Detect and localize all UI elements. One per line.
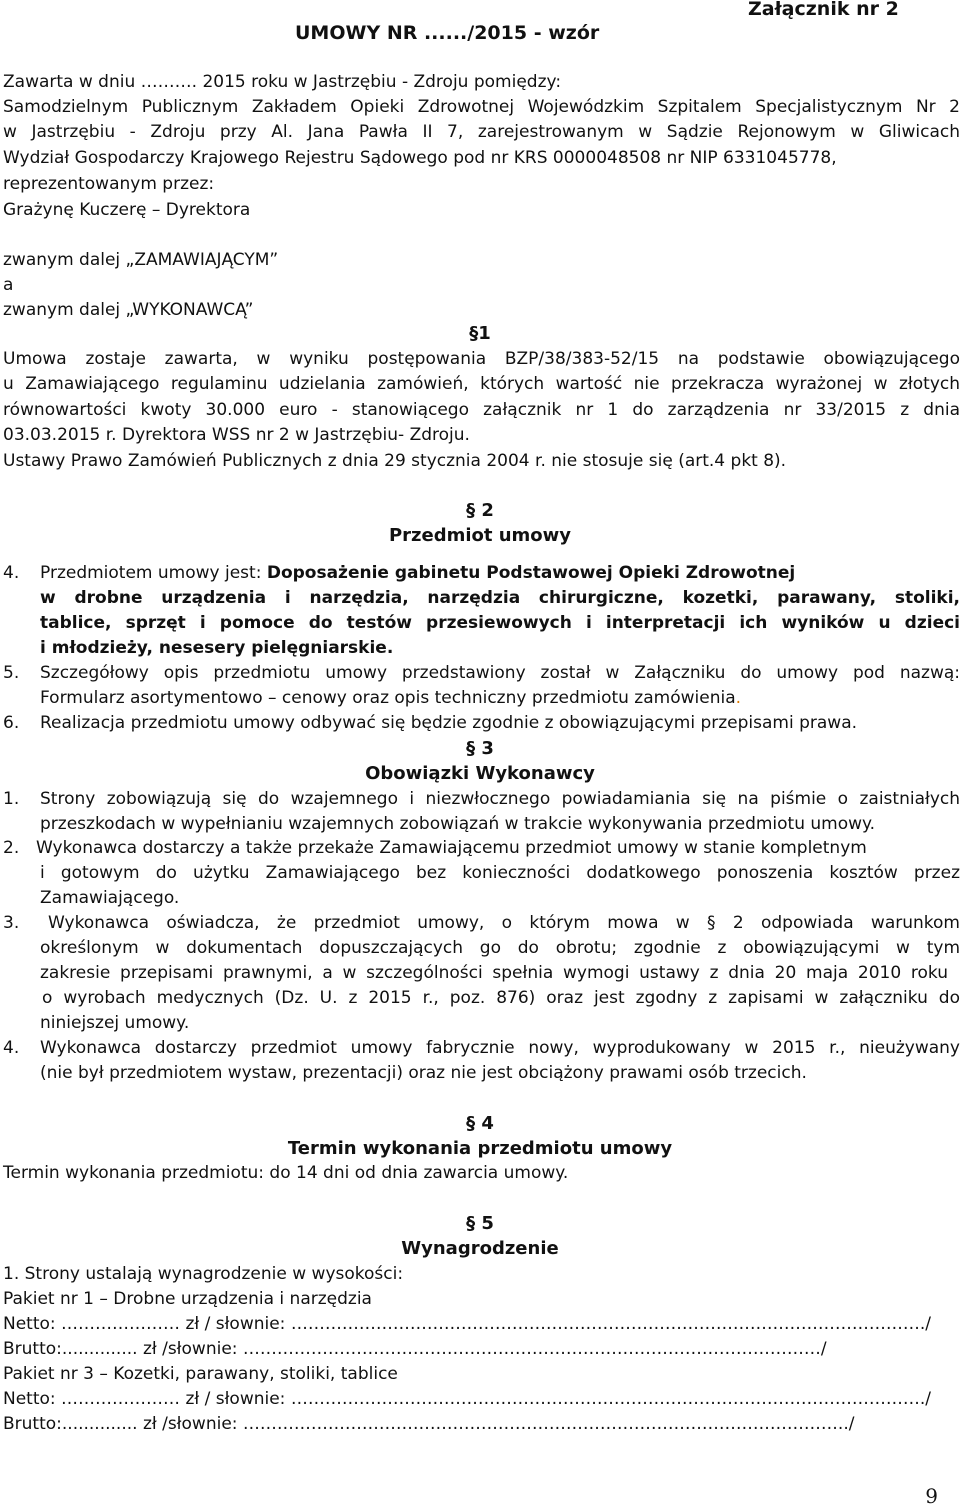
party-line: zwanym dalej „WYKONAWCĄ”: [3, 300, 254, 320]
s1-line: Umowa zostaje zawarta, w wyniku postępowania BZP/38/383-52/15 na podstawie obowiązującego: [3, 349, 960, 369]
page-number: 9: [925, 1484, 938, 1508]
item-number: 4.: [3, 563, 20, 583]
section-title: Obowiązki Wykonawcy: [365, 763, 595, 784]
item-number: 2.: [3, 838, 20, 858]
s1-line: równowartości kwoty 30.000 euro - stanowiącego załącznik nr 1 do zarządzenia nr 33/2015 z dnia: [3, 400, 960, 420]
preamble-line: w Jastrzębiu - Zdroju przy Al. Jana Pawła II 7, zarejestrowanym w Sądzie Rejonowym w Gliwicach: [3, 122, 960, 142]
s1-line: Ustawy Prawo Zamówień Publicznych z dnia 29 stycznia 2004 r. nie stosuje się (art.4 pkt 8).: [3, 451, 787, 471]
item-number: 3.: [3, 913, 20, 933]
s2-item5-line: Szczegółowy opis przedmiotu umowy przedstawiony został w Załączniku do umowy pod nazwą:: [40, 663, 960, 683]
s3-item-line: Wykonawca oświadcza, że przedmiot umowy, o którym mowa w § 2 odpowiada warunkom: [48, 913, 960, 933]
s5-line: 1. Strony ustalają wynagrodzenie w wysokości:: [3, 1264, 404, 1284]
s2-item4-line: i młodzieży, nesesery pielęgniarskie.: [40, 638, 394, 658]
contract-title: UMOWY NR ....../2015 - wzór: [295, 22, 600, 44]
s3-item-line: Zamawiającego.: [40, 888, 180, 908]
s3-item-line: przeszkodach w wypełnianiu wzajemnych zobowiązań w trakcie wykonywania przedmiotu umowy.: [40, 814, 876, 834]
preamble-line: Samodzielnym Publicznym Zakładem Opieki Zdrowotnej Wojewódzkim Szpitalem Specjalistycznym Nr 2: [3, 97, 960, 117]
section-heading: § 4: [466, 1113, 494, 1134]
item-number: 5.: [3, 663, 20, 683]
s3-item-line: określonym w dokumentach dopuszczających go do obrotu; zgodnie z obowiązującymi w tym: [40, 938, 960, 958]
section-title: Przedmiot umowy: [388, 525, 572, 546]
s5-line: Brutto:.............. zł /słownie: ……………………………………………………………………………………………../: [3, 1414, 855, 1434]
section-heading: § 3: [466, 738, 494, 759]
s3-item-line: Wykonawca dostarczy przedmiot umowy fabrycznie nowy, wyprodukowany w 2015 r., nieużywany: [40, 1038, 960, 1058]
section-heading: § 2: [466, 500, 494, 521]
item-number: 6.: [3, 713, 20, 733]
s5-line: Netto: ………………… zł / słownie: …………………………………………………………………………………………………./: [3, 1314, 931, 1334]
s4-line: Termin wykonania przedmiotu: do 14 dni od dnia zawarcia umowy.: [3, 1163, 569, 1183]
s1-line: u Zamawiającego regulaminu udzielania zamówień, których wartość nie przekracza wyrażonej w złotych: [3, 374, 960, 394]
item-number: 1.: [3, 789, 20, 809]
s3-item-line: niniejszej umowy.: [40, 1013, 190, 1033]
s3-item-line: i gotowym do użytku Zamawiającego bez konieczności dodatkowego ponoszenia kosztów przez: [40, 863, 960, 883]
s5-line: Brutto:.............. zł /słownie: …………………………………………………………………………………………/: [3, 1339, 827, 1359]
s1-line: 03.03.2015 r. Dyrektora WSS nr 2 w Jastrzębiu- Zdroju.: [3, 425, 470, 445]
preamble-line: Grażynę Kuczerę – Dyrektora: [3, 200, 251, 220]
preamble-line: Wydział Gospodarczy Krajowego Rejestru Sądowego pod nr KRS 0000048508 nr NIP 6331045778,: [3, 148, 837, 168]
section-title: Termin wykonania przedmiotu umowy: [287, 1138, 673, 1159]
preamble-line: Zawarta w dniu ………. 2015 roku w Jastrzębiu - Zdroju pomiędzy:: [3, 72, 562, 92]
s5-line: Netto: ………………… zł / słownie: …………………………………………………………………………………………………./: [3, 1389, 931, 1409]
s2-item4-line: tablice, sprzęt i pomoce do testów przesiewowych i interpretacji ich wyników u dzieci: [40, 613, 960, 633]
section-title: Wynagrodzenie: [401, 1238, 559, 1259]
s2-item5-line: Formularz asortymentowo – cenowy oraz opis techniczny przedmiotu zamówienia.: [40, 688, 742, 708]
s3-item-line: Wykonawca dostarczy a także przekaże Zamawiającemu przedmiot umowy w stanie kompletnym: [36, 838, 867, 858]
s3-item-line: Strony zobowiązują się do wzajemnego i niezwłocznego powiadamiania się na piśmie o zaistniałych: [40, 789, 960, 809]
s3-item-line: zakresie przepisami prawnymi, a w szczególności spełnia wymogi ustawy z dnia 20 maja 2010 roku: [40, 963, 948, 983]
s5-line: Pakiet nr 3 – Kozetki, parawany, stoliki, tablice: [3, 1364, 398, 1384]
s2-item4-line: Przedmiotem umowy jest: Doposażenie gabinetu Podstawowej Opieki Zdrowotnej: [40, 563, 796, 583]
item-number: 4.: [3, 1038, 20, 1058]
party-line: a: [3, 275, 14, 295]
s2-item4-line: w drobne urządzenia i narzędzia, narzędzia chirurgiczne, kozetki, parawany, stoliki,: [40, 588, 960, 608]
section-heading: § 5: [466, 1213, 494, 1234]
section-heading: §1: [469, 323, 491, 344]
s5-line: Pakiet nr 1 – Drobne urządzenia i narzędzia: [3, 1289, 372, 1309]
s3-item-line: o wyrobach medycznych (Dz. U. z 2015 r., poz. 876) oraz jest zgodny z zapisami w załączniku do: [42, 988, 960, 1008]
preamble-line: reprezentowanym przez:: [3, 174, 215, 194]
attachment-label: Załącznik nr 2: [748, 0, 899, 20]
s2-item6-line: Realizacja przedmiotu umowy odbywać się będzie zgodnie z obowiązującymi przepisami prawa.: [40, 713, 858, 733]
s3-item-line: (nie był przedmiotem wystaw, prezentacji) oraz nie jest obciążony prawami osób trzecich.: [40, 1063, 807, 1083]
party-line: zwanym dalej „ZAMAWIAJĄCYM”: [3, 250, 279, 270]
